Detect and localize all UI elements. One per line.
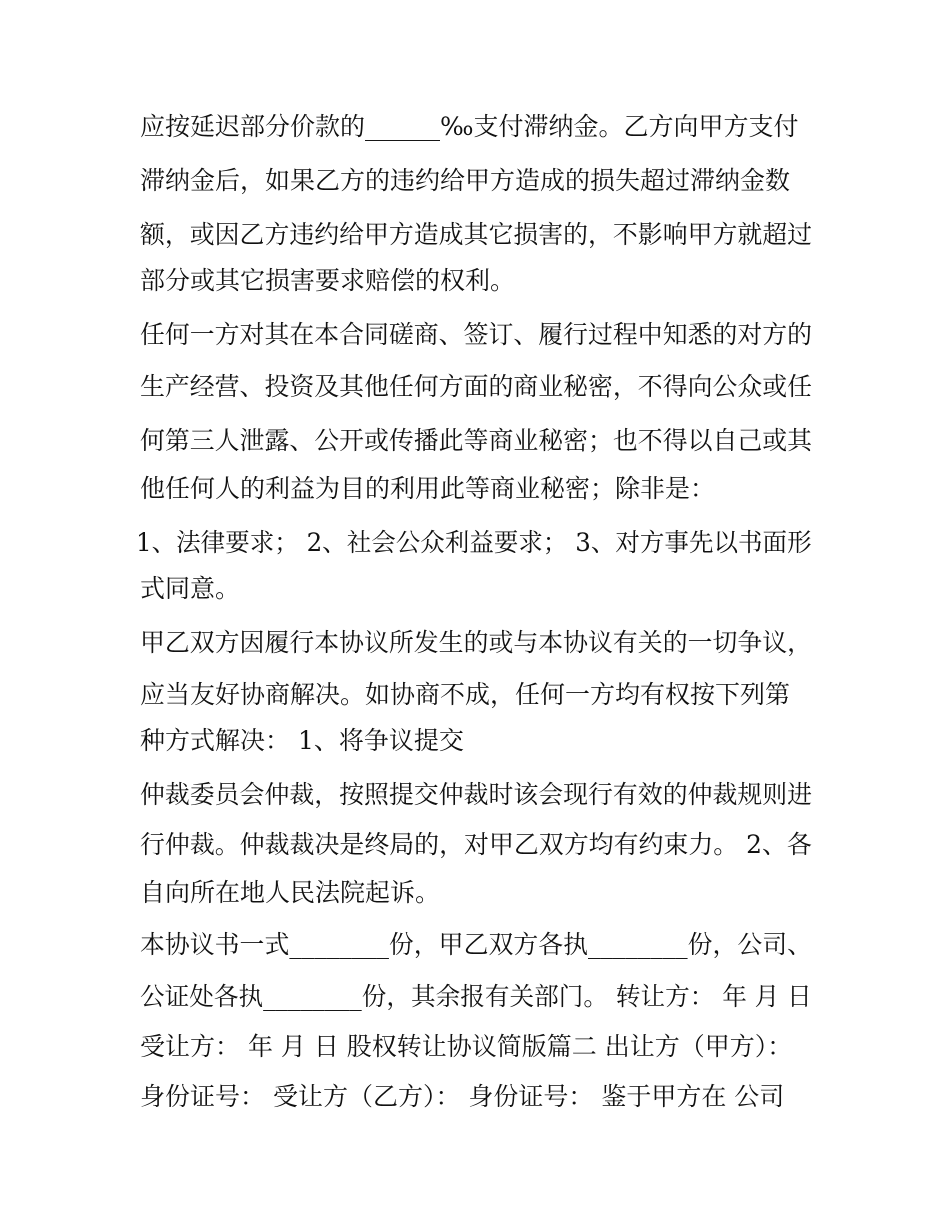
text-line: 滞纳金后，如果乙方的违约给甲方造成的损失超过滞纳金数 [140, 166, 791, 195]
text-line: 部分或其它损害要求赔偿的权利。 [140, 266, 516, 295]
text-line: 生产经营、投资及其他任何方面的商业秘密，不得向公众或任 [140, 372, 813, 401]
text-line: 额，或因乙方违约给甲方造成其它损害的，不影响甲方就超过 [140, 220, 813, 249]
text-line: 仲裁委员会仲裁，按照提交仲裁时该会现行有效的仲裁规则进 [140, 780, 813, 809]
text-line: 身份证号： 受让方（乙方）： 身份证号： 鉴于甲方在 公司 [140, 1082, 785, 1111]
text-line: 行仲裁。仲裁裁决是终局的，对甲乙双方均有约束力。 2、各 [140, 830, 812, 859]
text-line: 何第三人泄露、公开或传播此等商业秘密；也不得以自己或其 [140, 426, 813, 455]
text-line: 公证处各执________份，其余报有关部门。 转让方： 年 月 日 [140, 982, 812, 1011]
text-line: 受让方： 年 月 日 股权转让协议简版篇二 出让方（甲方）： [140, 1032, 793, 1061]
text-line: 任何一方对其在本合同磋商、签订、履行过程中知悉的对方的 [140, 320, 813, 349]
text-line: 本协议书一式________份，甲乙双方各执________份，公司、 [140, 930, 813, 959]
text-line: 种方式解决： 1、将争议提交 [140, 726, 464, 755]
text-line: 应当友好协商解决。如协商不成，任何一方均有权按下列第 [140, 680, 791, 709]
text-line: 他任何人的利益为目的利用此等商业秘密；除非是： [140, 474, 716, 503]
text-line: 自向所在地人民法院起诉。 [140, 878, 441, 907]
text-line: 1、法律要求； 2、社会公众利益要求； 3、对方事先以书面形 [136, 528, 812, 557]
text-line: 甲乙双方因履行本协议所发生的或与本协议有关的一切争议， [140, 628, 813, 657]
text-line: 应按延迟部分价款的______‰支付滞纳金。乙方向甲方支付 [140, 112, 799, 141]
text-line: 式同意。 [140, 574, 241, 603]
